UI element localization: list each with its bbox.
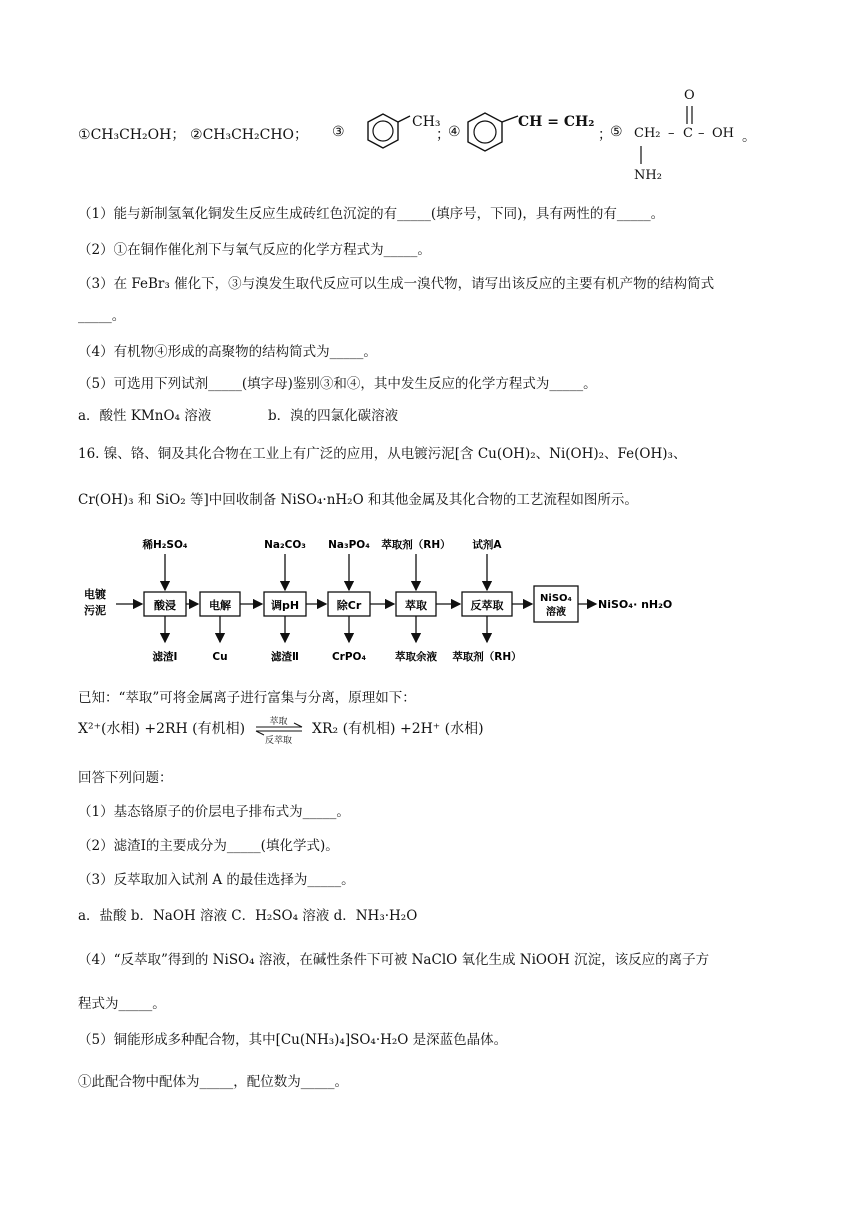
input-reagent-a: 试剂A	[472, 539, 502, 551]
input-dilute-h2so4: 稀H₂SO₄	[142, 539, 188, 551]
box-acid-leach-label: 酸浸	[154, 599, 176, 612]
q16-sub3: （3）反萃取加入试剂 A 的最佳选择为_____。	[78, 872, 355, 888]
output-residue-1: 滤渣Ⅰ	[152, 651, 178, 663]
input-na2co3: Na₂CO₃	[264, 539, 306, 551]
end-mark: 。	[742, 129, 756, 145]
q16-intro-line2: Cr(OH)₃ 和 SiO₂ 等]中回收制备 NiSO₄·nH₂O 和其他金属及其化合物的工艺流程如图所示。	[78, 492, 638, 508]
extraction-equation	[78, 716, 484, 746]
q15-option-a: a．酸性 KMnO₄ 溶液	[78, 408, 212, 424]
input-na3po4: Na₃PO₄	[328, 539, 370, 551]
compound-1	[78, 124, 185, 144]
compound-2	[190, 124, 308, 144]
compound-4-number: ④	[448, 124, 461, 140]
q16-sub3-options: a．盐酸 b．NaOH 溶液 C．H₂SO₄ 溶液 d．NH₃·H₂O	[78, 908, 418, 924]
toluene-methyl-label: CH₃	[412, 114, 441, 130]
box-extraction-label: 萃取	[405, 599, 427, 612]
box-adjust-ph-label: 调pH	[270, 599, 300, 612]
box-electrolysis-label: 电解	[209, 599, 231, 612]
compound-1-number: ①	[78, 127, 91, 143]
answer-prompt: 回答下列问题：	[78, 770, 173, 786]
single-bond	[638, 144, 644, 166]
arrow-label-forward: 萃取	[269, 717, 288, 727]
process-flow-diagram	[80, 532, 680, 672]
glycine-ch2: CH₂	[634, 126, 661, 141]
compound-2-formula: CH₃CH₂CHO	[202, 127, 295, 143]
equilibrium-arrow	[254, 716, 304, 746]
output-cu: Cu	[212, 651, 228, 663]
compound-3-number: ③	[332, 124, 345, 140]
compound-1-formula: CH₃CH₂OH	[90, 127, 172, 143]
flow-start-line2: 污泥	[84, 604, 106, 617]
separator: ；	[598, 127, 612, 143]
flow-start-line1: 电镀	[84, 588, 106, 601]
separator: ；	[436, 127, 450, 143]
q16-sub5-1: ①此配合物中配体为_____，配位数为_____。	[78, 1074, 348, 1090]
glycine-oh: OH	[712, 126, 734, 141]
q16-sub1: （1）基态铬原子的价层电子排布式为_____。	[78, 804, 350, 820]
q16-sub4-line2: 程式为_____。	[78, 996, 166, 1012]
box-back-extraction-label: 反萃取	[470, 599, 504, 612]
known-principle: 已知：“萃取”可将金属离子进行富集与分离，原理如下：	[78, 690, 416, 706]
output-extractant-rh: 萃取剂（RH）	[452, 651, 522, 663]
styrene-vinyl-label: CH = CH₂	[518, 114, 595, 130]
input-extractant-rh: 萃取剂（RH）	[381, 539, 451, 551]
q16-sub5: （5）铜能形成多种配合物，其中[Cu(NH₃)₄]SO₄·H₂O 是深蓝色晶体。	[78, 1032, 508, 1048]
box-niso4-line1: NiSO₄	[540, 593, 572, 604]
box-remove-cr-label: 除Cr	[336, 599, 362, 612]
glycine-carbon: C	[683, 126, 693, 141]
q15-part3-blank: _____。	[78, 308, 126, 324]
equation-right: XR₂ (有机相) +2H⁺ (水相)	[312, 721, 484, 737]
output-residue-2: 滤渣Ⅱ	[271, 651, 299, 663]
box-niso4-line2: 溶液	[546, 607, 566, 618]
separator: ；	[171, 127, 186, 143]
q15-part5: （5）可选用下列试剂_____(填字母)鉴别③和④，其中发生反应的化学方程式为_____。	[78, 376, 597, 392]
compound-2-number: ②	[190, 127, 203, 143]
separator: ；	[294, 127, 309, 143]
q15-part2: （2）①在铜作催化剂下与氧气反应的化学方程式为_____。	[78, 242, 431, 258]
q15-part3: （3）在 FeBr₃ 催化下，③与溴发生取代反应可以生成一溴代物，请写出该反应的主要有机产物的结构简式	[78, 276, 715, 292]
q15-part1: （1）能与新制氢氧化铜发生反应生成砖红色沉淀的有_____(填序号，下同)，具有两性的有_____。	[78, 206, 665, 222]
q15-option-b: b．溴的四氯化碳溶液	[268, 408, 399, 424]
output-raffinate: 萃取余液	[395, 651, 437, 663]
arrow-label-reverse: 反萃取	[265, 736, 293, 746]
flow-product: NiSO₄· nH₂O	[598, 598, 673, 611]
compound-list: ①CH₃CH₂OH； ②CH₃CH₂CHO； ③ CH₃ ； ④ CH = CH₂ ； ⑤ CH₂ – C – OH 。 O NH₂	[78, 88, 756, 183]
output-crpo4: CrPO₄	[331, 651, 367, 663]
glycine-nh2: NH₂	[634, 168, 662, 183]
q16-intro-line1: 16. 镍、铬、铜及其化合物在工业上有广泛的应用，从电镀污泥[含 Cu(OH)₂、Ni(OH)₂、Fe(OH)₃、	[78, 446, 687, 462]
glycine-carbonyl-o: O	[684, 88, 695, 103]
q16-sub4-line1: （4）“反萃取”得到的 NiSO₄ 溶液，在碱性条件下可被 NaClO 氧化生成 NiOOH 沉淀，该反应的离子方	[78, 952, 710, 968]
compound-5-number: ⑤	[610, 124, 623, 140]
equation-left: X²⁺(水相) +2RH (有机相)	[78, 721, 246, 737]
q16-sub2: （2）滤渣Ⅰ的主要成分为_____(填化学式)。	[78, 838, 339, 854]
q15-part4: （4）有机物④形成的高聚物的结构简式为_____。	[78, 344, 377, 360]
double-bond	[684, 104, 696, 126]
